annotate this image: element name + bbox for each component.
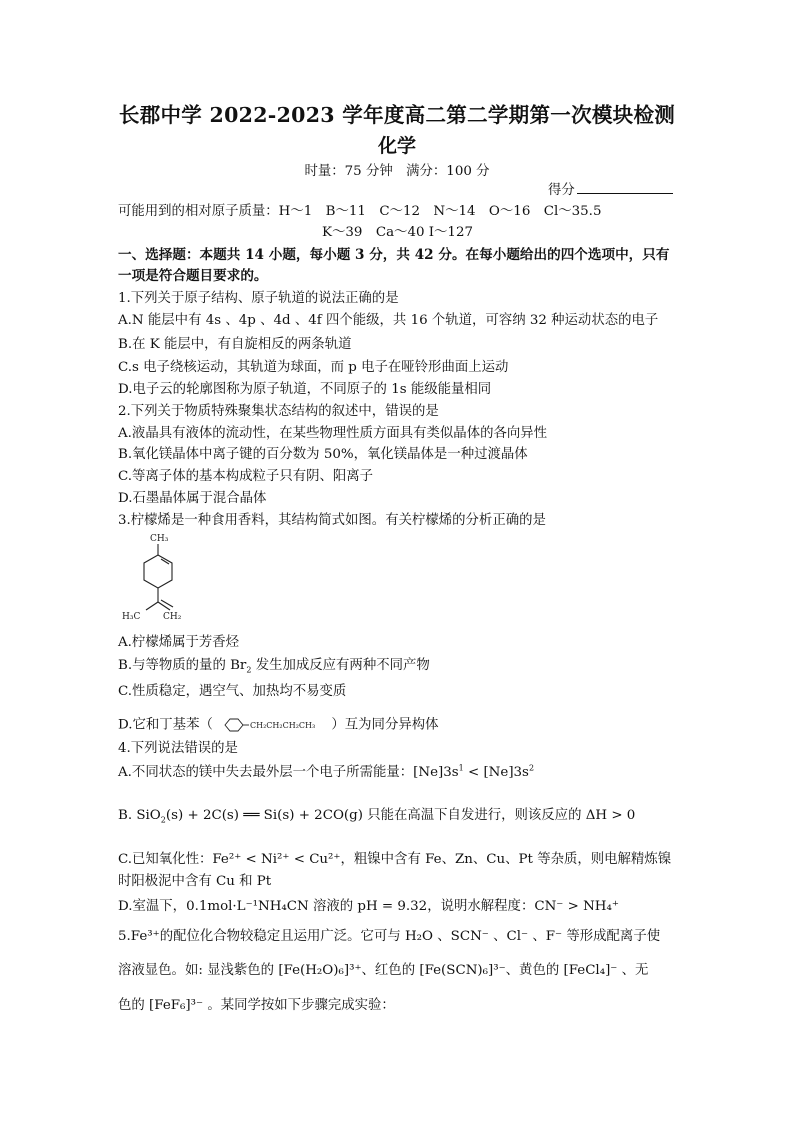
q3-d-text-pre: D.它和丁基苯（ [118,717,213,733]
q4-b-text-pre: B. SiO [118,808,161,823]
q4-option-b [118,807,678,825]
q2-option-b: B.氧化镁晶体中离子键的百分数为 50%，氧化镁晶体是一种过渡晶体 [118,447,528,462]
q5-line2: 溶液显色。如: 显浅紫色的 [Fe(H₂O)₆]³⁺、红色的 [Fe(SCN)₆]³⁻、黄色的 [FeCl₄]⁻ 、无 [118,963,649,978]
q4-stem: 4.下列说法错误的是 [118,741,238,756]
q1-option-c: C.s 电子绕核运动，其轨道为球面，而 p 电子在哑铃形曲面上运动 [118,360,509,375]
atomic-mass-line2: K～39 Ca～40 I～127 [322,225,473,240]
q4-b-text-post: 只能在高温下自发进行，则该反应的 ΔH > 0 [362,808,636,823]
q2-option-c: C.等离子体的基本构成粒子只有阴、阳离子 [118,469,374,484]
subject-title: 化学 [377,135,416,157]
struct-ch3-top: CH₃ [150,534,169,544]
struct-h3c-left: H₃C [122,612,141,622]
limonene-structure [118,530,208,630]
butylbenzene-chain: CH₂CH₂CH₂CH₃ [250,721,316,730]
q3-b-text-post: 发生加成反应有两种不同产物 [251,658,430,673]
q3-option-d [118,716,678,735]
q4-option-c-line2: 时阳极泥中含有 Cu 和 Pt [118,874,272,889]
q4-option-a [118,764,678,782]
q4-a-text-mid: < [Ne]3s [463,765,529,780]
q5-line3: 色的 [FeF₆]³⁻ 。某同学按如下步骤完成实验： [118,998,395,1013]
q1-option-b: B.在 K 能层中，有自旋相反的两条轨道 [118,337,352,352]
q4-a-sup2: 2 [528,763,535,773]
struct-ch2-right: CH₂ [163,612,182,622]
section-heading-2: 一项是符合题目要求的。 [118,268,268,284]
q4-option-d: D.室温下，0.1mol·L⁻¹NH₄CN 溶液的 pH = 9.32，说明水解程度：CN⁻ > NH₄⁺ [118,899,619,914]
q3-b-text-pre: B.与等物质的量的 Br [118,658,247,673]
q3-stem: 3.柠檬烯是一种食用香料，其结构简式如图。有关柠檬烯的分析正确的是 [118,513,546,528]
time-info: 时量：75 分钟 满分：100 分 [304,164,490,179]
q3-option-a: A.柠檬烯属于芳香烃 [118,635,240,650]
q1-option-d: D.电子云的轮廓图称为原子轨道，不同原子的 1s 能级能量相同 [118,382,492,397]
q5-line1: 5.Fe³⁺的配位化合物较稳定且运用广泛。它可与 H₂O 、SCN⁻ 、Cl⁻ 、F⁻ 等形成配离子使 [118,929,661,944]
q3-option-c: C.性质稳定，遇空气、加热均不易变质 [118,684,347,699]
score-field [548,181,678,200]
exam-title: 长郡中学 2022-2023 学年度高二第二学期第一次模块检测 [118,103,676,127]
score-blank[interactable] [577,181,673,194]
butylbenzene-structure [217,716,327,734]
q3-option-b [118,657,678,675]
q4-b-subscript: 2 [160,815,166,825]
q1-option-a: A.N 能层中有 4s 、4p 、4d 、4f 四个能级，共 16 个轨道，可容纳 32 种运动状态的电子 [118,313,659,328]
section-heading-1: 一、选择题：本题共 14 小题，每小题 3 分，共 42 分。在每小题给出的四个选项中，只有 [118,247,670,263]
q3-d-text-post: ）互为同分异构体 [331,717,439,733]
score-label: 得分 [548,183,575,198]
q4-a-text-pre: A.不同状态的镁中失去最外层一个电子所需能量：[Ne]3s [118,765,459,780]
q4-a-sup1: 1 [458,763,464,773]
q2-option-d: D.石墨晶体属于混合晶体 [118,491,267,506]
q2-stem: 2.下列关于物质特殊聚集状态结构的叙述中，错误的是 [118,404,439,419]
atomic-mass-line1: 可能用到的相对原子质量：H～1 B～11 C～12 N～14 O～16 Cl～35.5 [118,204,602,219]
q2-option-a: A.液晶具有液体的流动性，在某些物理性质方面具有类似晶体的各向异性 [118,426,548,441]
q3-b-subscript: 2 [246,665,252,675]
q4-b-formula: (s) + 2C(s) ══ Si(s) + 2CO(g) [165,808,363,823]
q1-stem: 1.下列关于原子结构、原子轨道的说法正确的是 [118,291,399,306]
q4-option-c-line1: C.已知氧化性：Fe²⁺ < Ni²⁺ < Cu²⁺，粗镍中含有 Fe、Zn、Cu、Pt 等杂质，则电解精炼镍 [118,852,672,867]
